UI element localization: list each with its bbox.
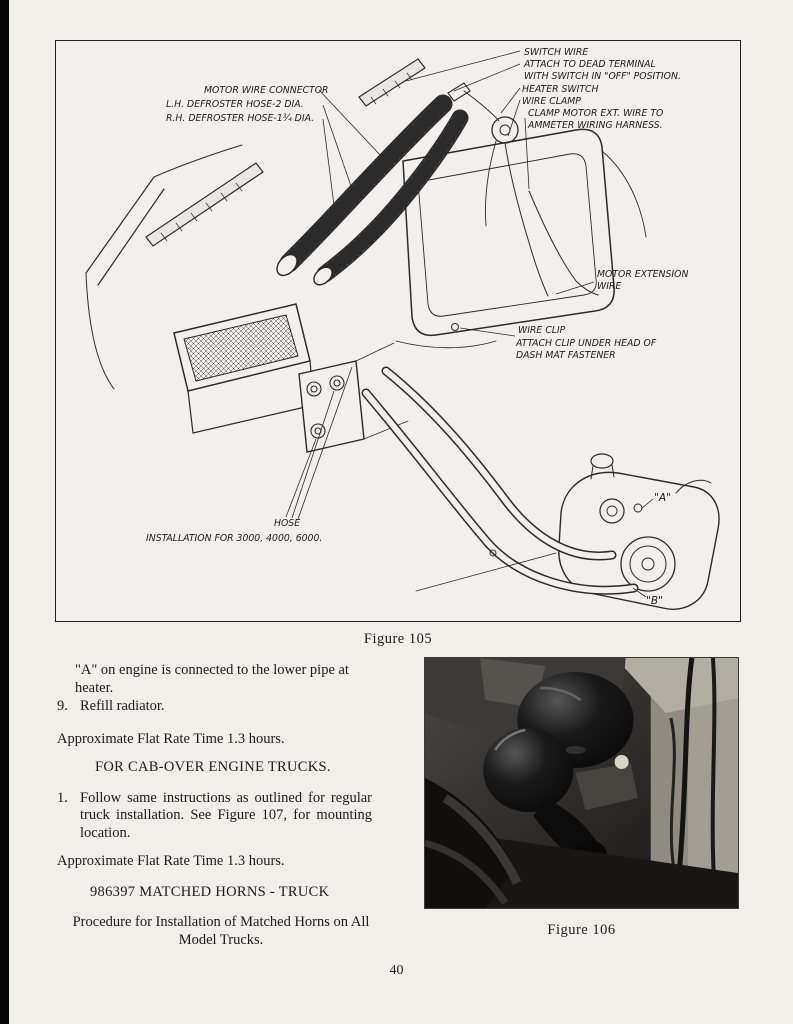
- callout-hose-installation: INSTALLATION FOR 3000, 4000, 6000.: [146, 533, 323, 544]
- callout-wire-clip-line2: ATTACH CLIP UNDER HEAD OF: [516, 338, 657, 349]
- step-9-text: Refill radiator.: [80, 698, 165, 714]
- note-a-paragraph: "A" on engine is connected to the lower pipe at heater.: [75, 662, 349, 696]
- callout-wire-clamp-line3: AMMETER WIRING HARNESS.: [528, 120, 663, 131]
- matched-horns-heading: 986397 MATCHED HORNS - TRUCK: [90, 883, 330, 900]
- page-number: 40: [389, 963, 404, 978]
- figure-105-box: [55, 40, 741, 622]
- callout-motor-extension: MOTOR EXTENSION: [597, 269, 689, 280]
- figure-105-diagram: [56, 41, 740, 621]
- callout-point-a: "A": [654, 492, 671, 504]
- callout-wire-clamp: WIRE CLAMP: [522, 96, 581, 107]
- figure-105-caption: Figure 105: [363, 631, 433, 647]
- callout-heater-switch: HEATER SWITCH: [522, 84, 599, 95]
- callout-point-b: "B": [646, 595, 663, 607]
- callout-hose: HOSE: [274, 518, 301, 529]
- figure-106-column: [425, 658, 738, 939]
- step-1-text: Follow same instructions as outlined for regular truck installation. See Figure 107, for mounting location.: [80, 789, 372, 841]
- callout-switch-wire-line2: ATTACH TO DEAD TERMINAL: [524, 59, 656, 70]
- horns-procedure-text: Procedure for Installation of Matched Horns on All Model Trucks.: [72, 914, 370, 948]
- step-1: [57, 790, 413, 843]
- callout-motor-wire-connector: MOTOR WIRE CONNECTOR: [204, 85, 329, 96]
- figure-106-photo: [425, 658, 738, 908]
- callout-wire-clip: WIRE CLIP: [518, 325, 566, 336]
- cab-over-heading: FOR CAB-OVER ENGINE TRUCKS.: [95, 759, 331, 775]
- step-1-number: 1.: [57, 789, 68, 806]
- step-9-number: 9.: [57, 698, 68, 714]
- horns-photo-art: [425, 658, 738, 908]
- callout-wire-clip-line3: DASH MAT FASTENER: [516, 350, 616, 361]
- scan-edge-artifact: [0, 0, 9, 1024]
- callout-lh-defroster-hose: L.H. DEFROSTER HOSE-2 DIA.: [166, 99, 304, 110]
- flat-rate-time-1: Approximate Flat Rate Time 1.3 hours.: [57, 730, 285, 747]
- callout-switch-wire-line3: WITH SWITCH IN "OFF" POSITION.: [524, 71, 681, 82]
- figure-106-caption: Figure 106: [547, 922, 616, 938]
- body-text-column: [57, 662, 413, 949]
- callout-wire-clamp-line2: CLAMP MOTOR EXT. WIRE TO: [528, 108, 664, 119]
- flat-rate-time-2: Approximate Flat Rate Time 1.3 hours.: [57, 853, 285, 869]
- step-9: [57, 698, 413, 716]
- callout-rh-defroster-hose: R.H. DEFROSTER HOSE-1¾ DIA.: [166, 113, 315, 124]
- callout-switch-wire: SWITCH WIRE: [524, 47, 589, 58]
- callout-motor-extension-line2: WIRE: [597, 281, 622, 292]
